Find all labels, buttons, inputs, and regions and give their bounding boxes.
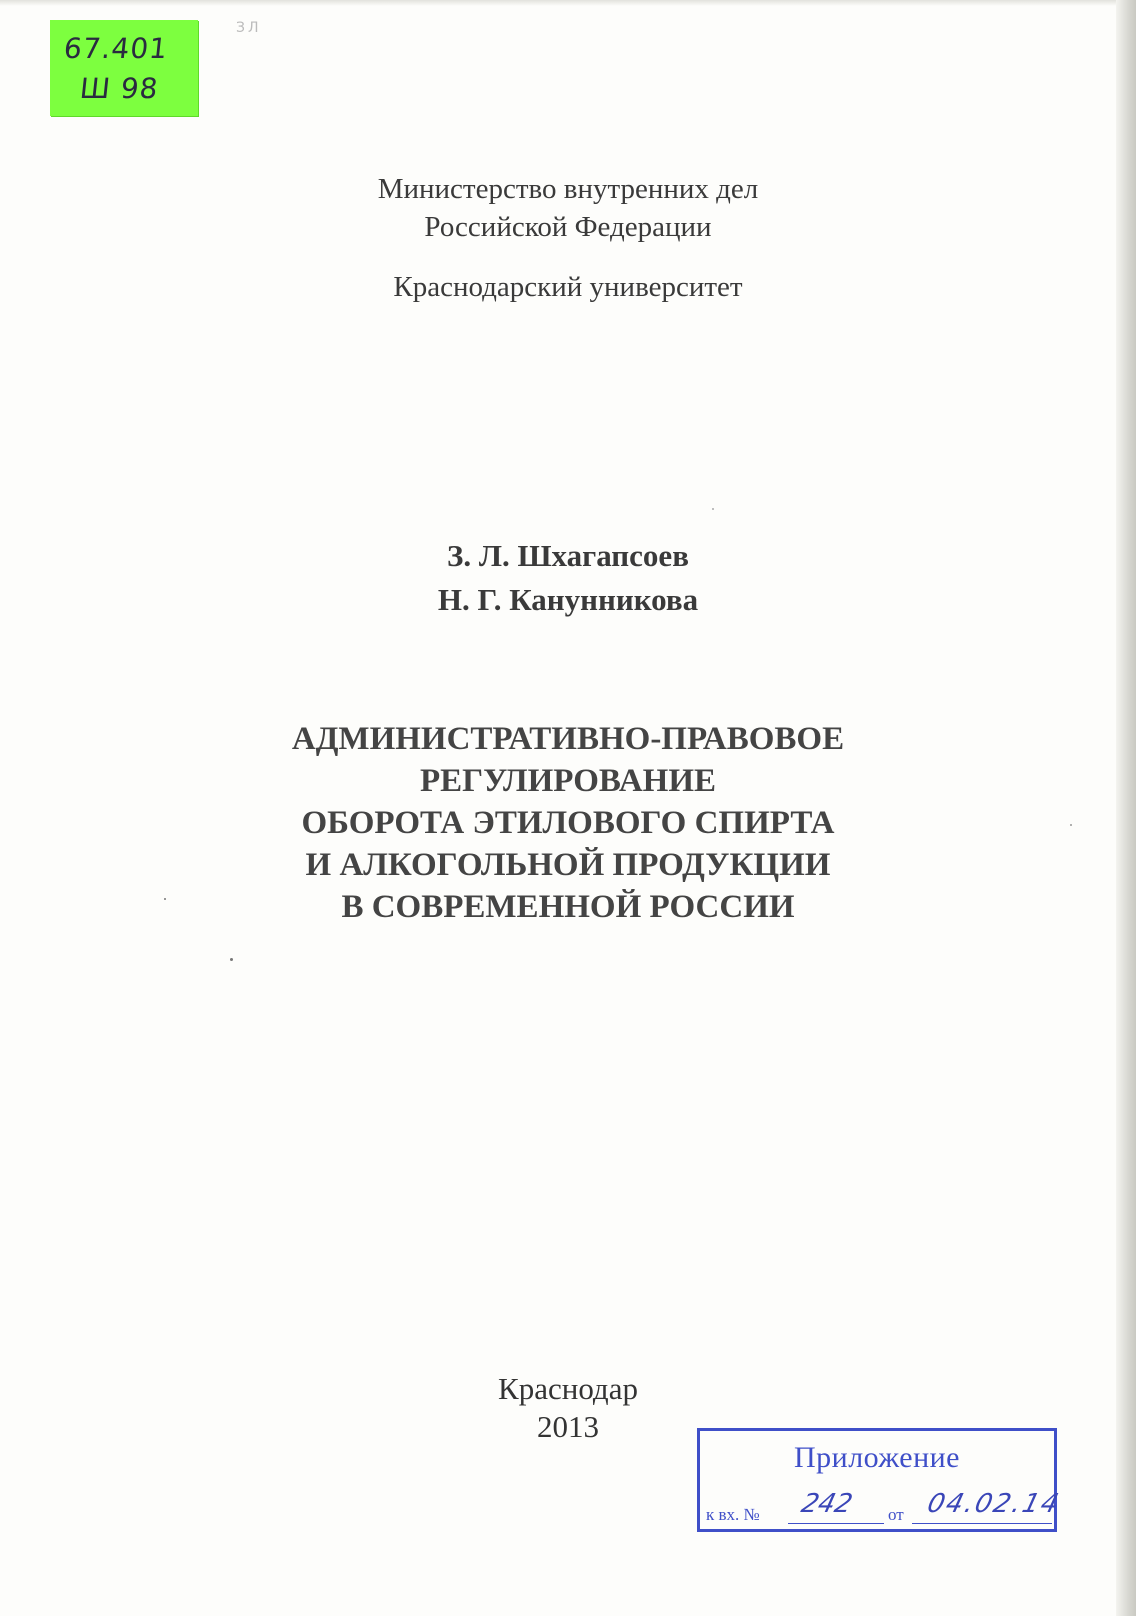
book-title bbox=[0, 718, 1136, 928]
ministry-line-1: Министерство внутренних дел bbox=[377, 173, 759, 205]
title-line-2: РЕГУЛИРОВАНИЕ bbox=[419, 763, 717, 799]
title-line-5: В СОВРЕМЕННОЙ РОССИИ bbox=[341, 889, 795, 925]
scan-speck bbox=[230, 958, 233, 961]
authors-block bbox=[0, 534, 1136, 622]
scan-speck bbox=[164, 898, 166, 900]
stamp-title: Приложение bbox=[793, 1441, 960, 1474]
title-line-4: И АЛКОГОЛЬНОЙ ПРОДУКЦИИ bbox=[305, 847, 831, 883]
imprint-city: Краснодар bbox=[498, 1371, 638, 1406]
author-1: З. Л. Шхагапсоев bbox=[447, 538, 689, 573]
stamp-registration-row bbox=[706, 1489, 1064, 1527]
registration-stamp bbox=[697, 1428, 1064, 1532]
stamp-number-label: к вх. № bbox=[706, 1505, 760, 1524]
stamp-handwritten-number: 242 bbox=[798, 1489, 856, 1519]
imprint-year: 2013 bbox=[537, 1409, 599, 1444]
call-number-author-mark: Ш 98 bbox=[78, 72, 161, 105]
scan-speck bbox=[712, 508, 714, 510]
call-number-classification: 67.401 bbox=[62, 32, 170, 65]
ministry-line-2: Российской Федерации bbox=[424, 211, 712, 243]
scan-speck bbox=[1070, 824, 1072, 826]
stamp-date-label: от bbox=[888, 1505, 904, 1524]
author-2: Н. Г. Канунникова bbox=[437, 582, 699, 617]
title-line-3: ОБОРОТА ЭТИЛОВОГО СПИРТА bbox=[301, 805, 835, 841]
title-line-1: АДМИНИСТРАТИВНО-ПРАВОВОЕ bbox=[291, 721, 845, 757]
call-number-sticker bbox=[50, 20, 198, 116]
university-name: Краснодарский университет bbox=[393, 271, 743, 303]
scan-top-edge bbox=[0, 0, 1136, 6]
pencil-mark: ЗЛ bbox=[236, 20, 262, 36]
stamp-handwritten-date: 04.02.14 bbox=[924, 1489, 1064, 1519]
ministry-name bbox=[0, 170, 1136, 246]
stamp-date-underline bbox=[912, 1523, 1052, 1524]
stamp-number-underline bbox=[788, 1523, 884, 1524]
